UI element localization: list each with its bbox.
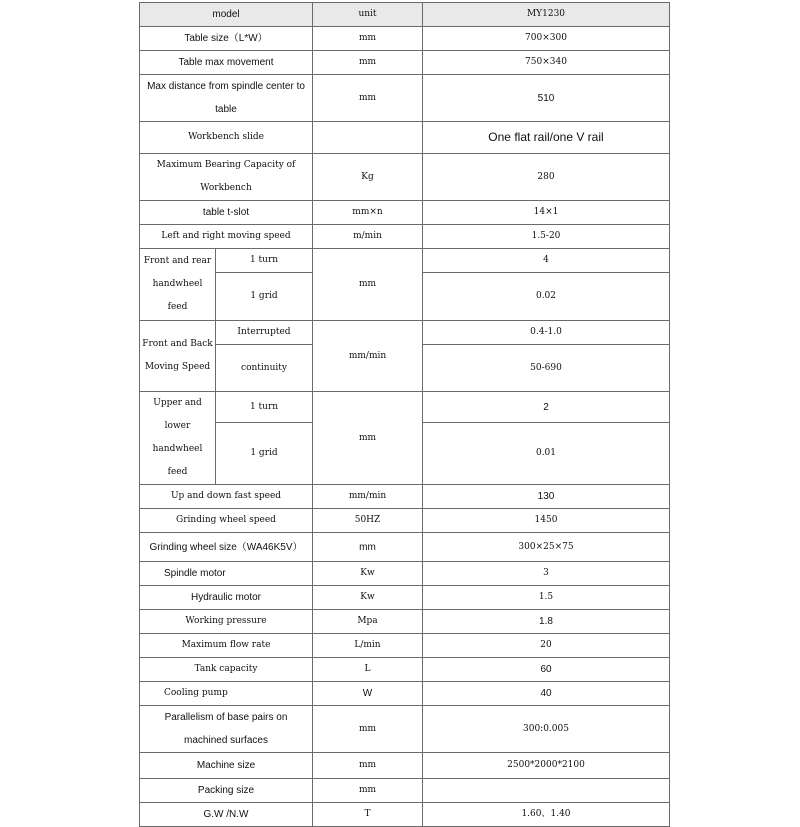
row-unit: L — [313, 658, 423, 682]
row-value: 700×300 — [423, 27, 670, 51]
row-label: Table size（L*W） — [140, 27, 313, 51]
table-row — [140, 225, 670, 249]
table-row — [140, 509, 670, 533]
row-value: 1.5-20 — [423, 225, 670, 249]
row-unit: mm/min — [313, 485, 423, 509]
row-label: Parallelism of base pairs on machined surfaces — [140, 706, 313, 753]
group-label: Front and Back Moving Speed — [140, 321, 216, 392]
row-value: 60 — [423, 658, 670, 682]
group-unit: mm — [313, 392, 423, 485]
row-unit: Mpa — [313, 610, 423, 634]
row-unit: m/min — [313, 225, 423, 249]
row-label: Tank capacity — [140, 658, 313, 682]
row-value: 40 — [423, 682, 670, 706]
row-label: Max distance from spindle center to table — [140, 75, 313, 122]
table-row — [140, 201, 670, 225]
sub-label: 1 grid — [216, 273, 313, 321]
row-label: Grinding wheel speed — [140, 509, 313, 533]
group-label: Front and rear handwheel feed — [140, 249, 216, 321]
table-row — [140, 249, 670, 273]
row-unit: mm — [313, 27, 423, 51]
row-label: Grinding wheel size（WA46K5V） — [140, 533, 313, 562]
row-label: Working pressure — [140, 610, 313, 634]
table-row — [140, 75, 670, 122]
row-label: table t-slot — [140, 201, 313, 225]
sub-label: continuity — [216, 345, 313, 392]
table-row — [140, 27, 670, 51]
row-value: 1450 — [423, 509, 670, 533]
table-row — [140, 154, 670, 201]
sub-value: 0.4-1.0 — [423, 321, 670, 345]
row-label: Machine size — [140, 753, 313, 779]
row-value: 1.5 — [423, 586, 670, 610]
row-value: 3 — [423, 562, 670, 586]
row-label: Spindle motor — [140, 562, 313, 586]
row-label: G.W /N.W — [140, 803, 313, 827]
row-unit: mm — [313, 753, 423, 779]
row-unit: mm — [313, 75, 423, 122]
sub-value: 50-690 — [423, 345, 670, 392]
row-value: One flat rail/one V rail — [423, 122, 670, 154]
row-value: 300:0.005 — [423, 706, 670, 753]
sub-label: 1 turn — [216, 392, 313, 423]
row-value: 280 — [423, 154, 670, 201]
row-label: Hydraulic motor — [140, 586, 313, 610]
sub-value: 0.01 — [423, 423, 670, 485]
table-row — [140, 753, 670, 779]
row-value: 20 — [423, 634, 670, 658]
table-row — [140, 634, 670, 658]
row-label: Table max movement — [140, 51, 313, 75]
table-row — [140, 485, 670, 509]
table-row — [140, 122, 670, 154]
spec-table — [139, 2, 670, 827]
row-unit: mm — [313, 779, 423, 803]
row-label: Maximum Bearing Capacity of Workbench — [140, 154, 313, 201]
sub-value: 2 — [423, 392, 670, 423]
table-row — [140, 533, 670, 562]
header-model: model — [140, 3, 313, 27]
table-row — [140, 392, 670, 423]
table-row — [140, 779, 670, 803]
sub-label: 1 turn — [216, 249, 313, 273]
header-value: MY1230 — [423, 3, 670, 27]
row-unit: mm — [313, 706, 423, 753]
table-header-row — [140, 3, 670, 27]
group-unit: mm/min — [313, 321, 423, 392]
row-value: 510 — [423, 75, 670, 122]
table-row — [140, 562, 670, 586]
row-label: Packing size — [140, 779, 313, 803]
row-unit: Kw — [313, 586, 423, 610]
table-row — [140, 706, 670, 753]
row-value: 1.60、1.40 — [423, 803, 670, 827]
row-value: 130 — [423, 485, 670, 509]
row-label: Maximum flow rate — [140, 634, 313, 658]
sub-value: 0.02 — [423, 273, 670, 321]
row-label: Cooling pump — [140, 682, 313, 706]
sub-label: Interrupted — [216, 321, 313, 345]
table-row — [140, 586, 670, 610]
row-label: Workbench slide — [140, 122, 313, 154]
row-value: 2500*2000*2100 — [423, 753, 670, 779]
group-label: Upper and lower handwheel feed — [140, 392, 216, 485]
row-unit: T — [313, 803, 423, 827]
row-value: 14×1 — [423, 201, 670, 225]
table-row — [140, 321, 670, 345]
table-row — [140, 658, 670, 682]
row-value — [423, 779, 670, 803]
row-unit: Kw — [313, 562, 423, 586]
row-unit: mm — [313, 533, 423, 562]
row-unit: mm×n — [313, 201, 423, 225]
header-unit: unit — [313, 3, 423, 27]
table-row — [140, 51, 670, 75]
row-unit: W — [313, 682, 423, 706]
row-value: 1.8 — [423, 610, 670, 634]
row-label: Left and right moving speed — [140, 225, 313, 249]
row-value: 300×25×75 — [423, 533, 670, 562]
sub-label: 1 grid — [216, 423, 313, 485]
row-unit: Kg — [313, 154, 423, 201]
table-row — [140, 610, 670, 634]
group-unit: mm — [313, 249, 423, 321]
row-label: Up and down fast speed — [140, 485, 313, 509]
row-unit: 50HZ — [313, 509, 423, 533]
table-row — [140, 803, 670, 827]
row-unit: L/min — [313, 634, 423, 658]
sub-value: 4 — [423, 249, 670, 273]
row-value: 750×340 — [423, 51, 670, 75]
row-unit — [313, 122, 423, 154]
row-unit: mm — [313, 51, 423, 75]
table-row — [140, 682, 670, 706]
